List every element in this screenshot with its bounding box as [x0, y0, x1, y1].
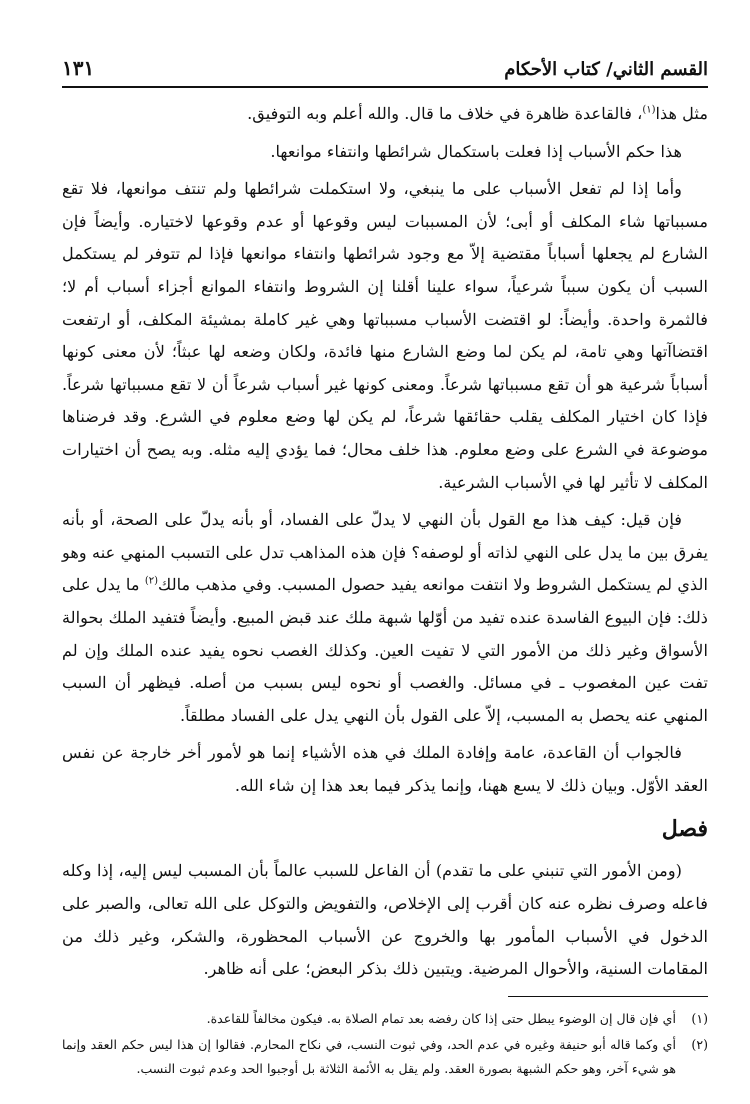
paragraph-1-start: مثل هذا: [655, 104, 708, 123]
section-heading: فصل: [661, 816, 708, 843]
footnote-separator: [508, 996, 708, 997]
paragraph-2: هذا حكم الأسباب إذا فعلت باستكمال شرائطها وانتفاء موانعها.: [270, 141, 682, 161]
footnote-1: [62, 1007, 708, 1031]
footnote-2: [62, 1033, 708, 1081]
page-number: ١٣١: [62, 56, 95, 80]
footnote-text: أي وكما قاله أبو حنيفة وغيره في عدم الحد، وفي ثبوت النسب، في نكاح المحارم. فقالوا إن هذا ليس حكم العقد وإنما هو شيء آخر، وهو حكم الشبهة بصورة العقد. ولم يقل به الأئمة الثلاثة بل أوجبوا الحد وعدم ثبوت النسب.: [62, 1036, 676, 1076]
main-text: [62, 98, 708, 986]
paragraph-1: [62, 98, 708, 131]
footnote-number: (١): [691, 1010, 708, 1026]
footnote-text: أي فإن قال إن الوضوء يبطل حتى إذا كان رفضه بعد تمام الصلاة به. فيكون مخالفاً للقاعدة.: [206, 1010, 676, 1026]
running-header: [62, 52, 708, 88]
paragraph-5: فالجواب أن القاعدة، عامة وإفادة الملك في هذه الأشياء إنما هو لأمور أخر خارجة عن نفس العقد الأوّل. وبيان ذلك لا يسع ههنا، وإنما يذكر فيما بعد هذا إن شاء الله.: [62, 743, 708, 795]
paragraph-4-start: فإن قيل: كيف هذا مع القول بأن النهي لا يدلّ على الفساد، أو بأنه يدلّ على الصحة، أو بأنه يفرق بين ما يدل على النهي لذاته أو لوصفه؟ فإن هذه المذاهب تدل على التسبب المنهي عنه وهو الذي لم يستكمل الشروط ولا انتفت موانعه يفيد حصول المسبب. وفي مذهب مالك: [62, 510, 708, 595]
paragraph-6: (ومن الأمور التي تنبني على ما تقدم) أن الفاعل للسبب عالماً بأن المسبب ليس إليه، إذا وكله فاعله وصرف نظره عنه كان أقرب إلى الإخلاص، والتفويض والتوكل على الله تعالى، والصبر على الدخول في الأسباب المأمور بها والخروج عن الأسباب المحظورة، والشكر، وغير ذلك من المقامات السنية، والأحوال المرضية. ويتبين ذلك بذكر البعض؛ على أنه ظاهر.: [62, 861, 708, 979]
page-header-title: القسم الثاني/ كتاب الأحكام: [504, 59, 708, 80]
paragraph-4: [62, 504, 708, 732]
footnote-number: (٢): [691, 1036, 708, 1052]
paragraph-4-end: ما يدل على ذلك: فإن البيوع الفاسدة عنده تفيد من أوّلها شبهة ملك عند قبض المبيع. وأيضاً فتفيد الملك بحوالة الأسواق وغير ذلك من الأمور التي لا تفيت العين. وكذلك الغصب نحوه يفيد عنده الملك وإن لم تفت عين المغصوب ـ في مسائل. والغصب أو نحوه ليس بسبب من أصله. فيظهر أن السبب المنهي عنه يحصل به المسبب، إلاّ على القول بأن النهي يدل على الفساد مطلقاً.: [62, 575, 708, 725]
footnotes: [62, 1007, 708, 1081]
paragraph-1-end: ، فالقاعدة ظاهرة في خلاف ما قال. والله أعلم وبه التوفيق.: [247, 104, 643, 123]
paragraph-3: وأما إذا لم تفعل الأسباب على ما ينبغي، ولا استكملت شرائطها ولم تنتف موانعها، فلا تقع مسبباتها شاء المكلف أو أبى؛ لأن المسببات ليس وقوعها أو عدم وقوعها لاختياره. وأيضاً فإن الشارع لم يجعلها أسباباً مقتضية إلاّ مع وجود شرائطها وانتفاء موانعها فإذا لم تتوفر لم يستكمل السبب أن يكون سبباً شرعياً، سواء علينا أقلنا إن الشروط وانتفاء الموانع أجزاء أسباب أم لا؛ فالثمرة واحدة. وأيضاً: لو اقتضت الأسباب مسبباتها وهي غير كاملة بمشيئة المكلف، أو ارتفعت اقتضاآتها وهي تامة، لم يكن لما وضع الشارع منها فائدة، ولكان وضعه لها عبثاً؛ لأن معنى كونها أسباباً شرعية هو أن تقع مسبباتها شرعاً. ومعنى كونها غير أسباب شرعاً أن لا تقع مسبباتها شرعاً. فإذا كان اختيار المكلف يقلب حقائقها شرعاً، لم يكن لها وضع معلوم في الشرع. وقد فرضناها موضوعة في الشرع على وضع معلوم. هذا خلف محال؛ فما يؤدي إليه مثله. وبه يصح أن اختيارات المكلف لا تأثير لها في الأسباب الشرعية.: [62, 179, 708, 492]
footnote-ref-1[interactable]: (١): [642, 104, 656, 116]
book-page: [62, 52, 708, 1082]
footnote-ref-2[interactable]: (٢): [144, 575, 159, 587]
